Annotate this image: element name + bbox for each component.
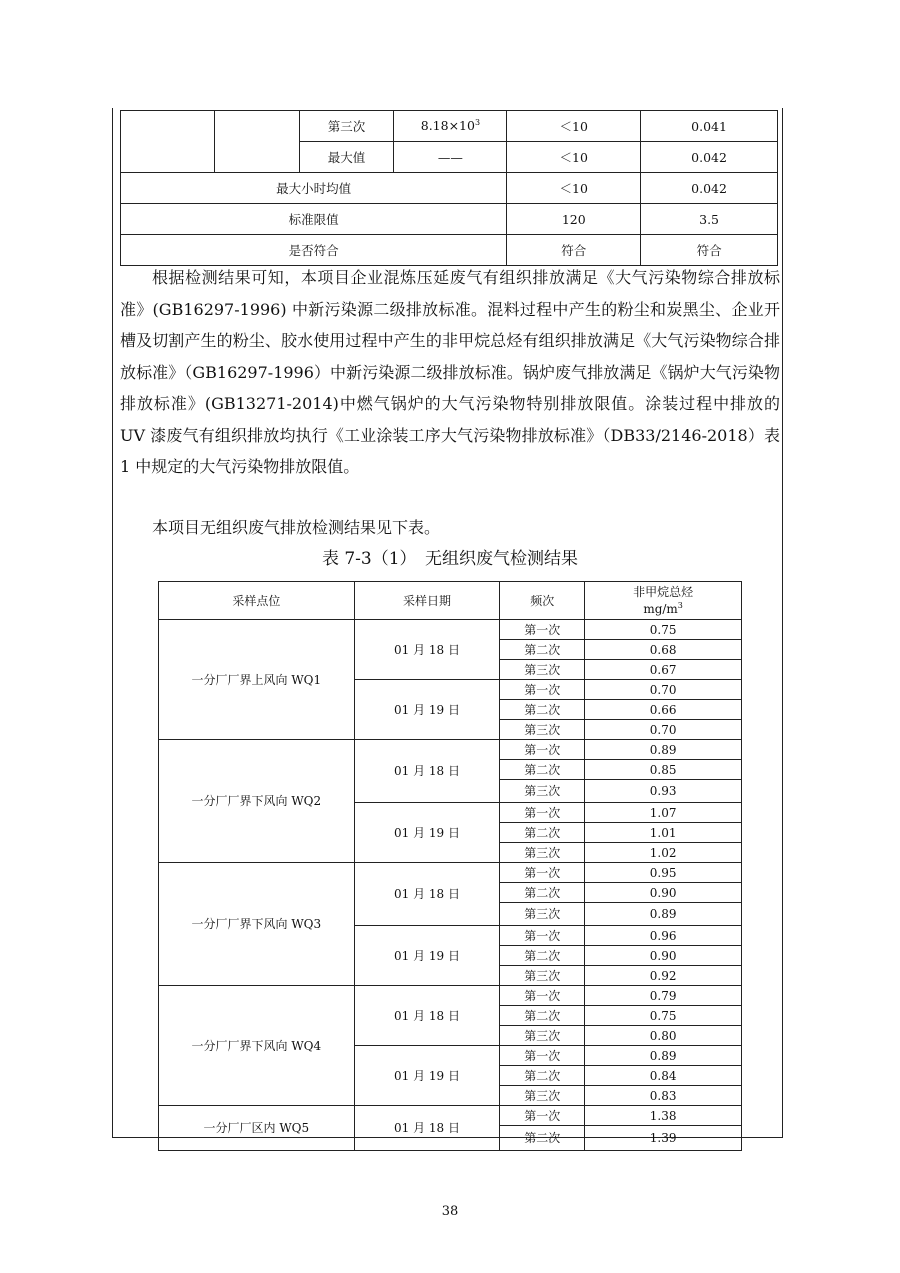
freq-cell: 第二次 [500,883,585,903]
body-paragraph: 本项目无组织废气排放检测结果见下表。 [152,518,441,537]
value-cell: 0.89 [585,903,742,926]
freq-cell: 第三次 [500,843,585,863]
freq-cell: 第一次 [500,620,585,640]
site-cell: 一分厂厂界下风向 WQ2 [159,740,355,863]
value-cell: 0.89 [585,1046,742,1066]
value-cell: 0.89 [585,740,742,760]
value-cell: 0.83 [585,1086,742,1106]
date-cell: 01 月 19 日 [354,680,500,740]
date-cell: 01 月 18 日 [354,740,500,803]
value-cell: 0.90 [585,946,742,966]
freq-cell: 第三次 [500,720,585,740]
flow-cell: —— [394,142,507,173]
comply-label: 是否符合 [121,235,507,266]
date-cell: 01 月 19 日 [354,1046,500,1106]
freq-cell: 第三次 [500,903,585,926]
table-row [121,204,778,235]
rate-cell: 0.041 [641,111,778,142]
freq-cell: 第二次 [500,1006,585,1026]
table-row [159,986,742,1006]
freq-cell: 第二次 [500,1126,585,1151]
value-cell: 0.66 [585,700,742,720]
table-row [121,111,778,142]
date-cell: 01 月 18 日 [354,986,500,1046]
freq-cell: 第三次 [500,1086,585,1106]
freq-cell: 第二次 [500,760,585,780]
body-paragraph: 根据检测结果可知，本项目企业混炼压延废气有组织排放满足《大气污染物综合排放标准》(GB16297-1996) 中新污染源二级排放标准。混料过程中产生的粉尘和炭黑尘、企业开槽及切割产生的粉尘、胶水使用过程中产生的非甲烷总烃有组织排放满足《大气污染物综合排放标准》（GB16297-1996）中新污染源二级排放标准。锅炉废气排放满足《锅炉大气污染物排放标准》(GB13271-2014)中燃气锅炉的大气污染物特别排放限值。涂装过程中排放的 UV 漆废气有组织排放均执行《工业涂装工序大气污染物排放标准》（DB33/2146-2018）表 1 中规定的大气污染物排放限值。 [120,268,780,476]
freq-cell: 第一次 [500,740,585,760]
header-freq: 频次 [500,582,585,620]
freq-cell: 第二次 [500,946,585,966]
value-cell: 0.85 [585,760,742,780]
conc-cell: 120 [507,204,641,235]
limit-label: 标准限值 [121,204,507,235]
value-cell: 0.92 [585,966,742,986]
site-cell: 一分厂厂界下风向 WQ4 [159,986,355,1106]
freq-cell: 第二次 [500,640,585,660]
freq-cell: 第一次 [500,863,585,883]
table-caption: 表 7-3（1） 无组织废气检测结果 [321,549,579,569]
site-cell: 一分厂厂界下风向 WQ3 [159,863,355,986]
conc-cell: 符合 [507,235,641,266]
rate-cell: 符合 [641,235,778,266]
value-cell: 0.79 [585,986,742,1006]
value-cell: 1.07 [585,803,742,823]
fugitive-emission-table [158,581,742,1151]
table-row [121,235,778,266]
header-site: 采样点位 [159,582,355,620]
value-cell: 0.93 [585,780,742,803]
rate-cell: 3.5 [641,204,778,235]
table-row [159,740,742,760]
max-hour-label: 最大小时均值 [121,173,507,204]
freq-cell: 第三次 [500,780,585,803]
blank-cell [121,111,215,173]
table-row [121,173,778,204]
table-row [159,1106,742,1126]
freq-cell: 第一次 [500,986,585,1006]
value-cell: 1.01 [585,823,742,843]
table-header-row [159,582,742,620]
freq-cell: 第三次 [500,966,585,986]
value-cell: 1.02 [585,843,742,863]
value-cell: 0.84 [585,1066,742,1086]
value-cell: 0.80 [585,1026,742,1046]
freq-cell: 第三次 [299,111,394,142]
value-cell: 0.68 [585,640,742,660]
page-number: 38 [441,1204,459,1219]
rate-cell: 0.042 [641,173,778,204]
value-cell: 0.96 [585,926,742,946]
flow-cell: $8.18\times 10^3$ [394,111,507,142]
site-cell: 一分厂厂界上风向 WQ1 [159,620,355,740]
freq-cell: 第一次 [500,680,585,700]
value-cell: 0.70 [585,680,742,700]
rate-cell: 0.042 [641,142,778,173]
header-date: 采样日期 [354,582,500,620]
freq-cell: 第一次 [500,803,585,823]
value-cell: 0.75 [585,620,742,640]
table-row [159,863,742,883]
date-cell: 01 月 18 日 [354,620,500,680]
freq-cell: 第三次 [500,660,585,680]
freq-cell: 第一次 [500,926,585,946]
header-nmhc: 非甲烷总烃 $mg/m^3$ [585,582,742,620]
freq-cell: 第二次 [500,823,585,843]
emission-result-table-continued [120,110,778,266]
date-cell: 01 月 18 日 [354,863,500,926]
value-cell: 0.67 [585,660,742,680]
blank-cell [214,111,299,173]
freq-cell: 第二次 [500,1066,585,1086]
conc-cell: ＜10 [507,142,641,173]
value-cell: 0.70 [585,720,742,740]
freq-cell: 最大值 [299,142,394,173]
freq-cell: 第一次 [500,1046,585,1066]
date-cell: 01 月 19 日 [354,926,500,986]
conc-cell: ＜10 [507,111,641,142]
date-cell: 01 月 19 日 [354,803,500,863]
freq-cell: 第一次 [500,1106,585,1126]
date-cell: 01 月 18 日 [354,1106,500,1151]
conc-cell: ＜10 [507,173,641,204]
site-cell: 一分厂厂区内 WQ5 [159,1106,355,1151]
value-cell: 1.39 [585,1126,742,1151]
value-cell: 0.90 [585,883,742,903]
value-cell: 0.95 [585,863,742,883]
table-row [159,620,742,640]
value-cell: 1.38 [585,1106,742,1126]
freq-cell: 第三次 [500,1026,585,1046]
freq-cell: 第二次 [500,700,585,720]
value-cell: 0.75 [585,1006,742,1026]
